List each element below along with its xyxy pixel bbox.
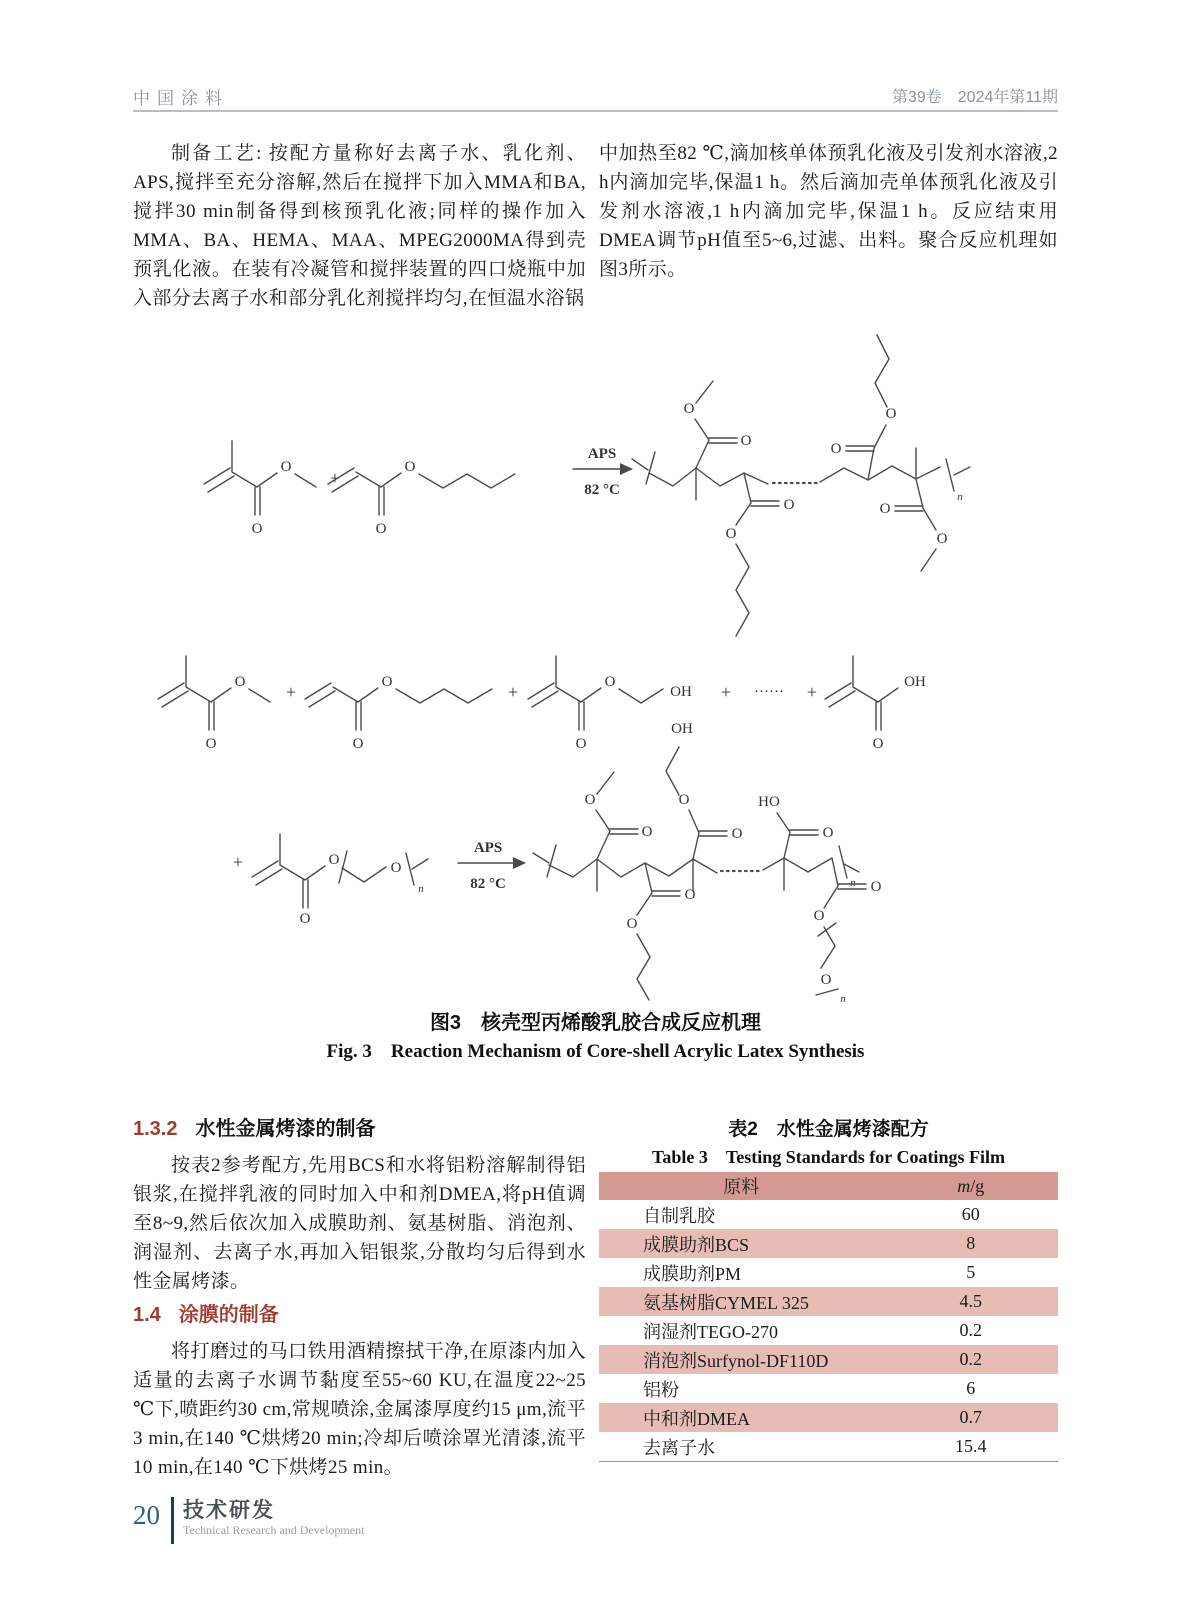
table-row: 自制乳胶 60	[643, 1204, 980, 1226]
acid-ho-label: HO	[758, 794, 780, 810]
plus-sign: +	[285, 682, 297, 702]
atom-label-o: O	[584, 792, 596, 808]
repeat-subscript-n: n	[418, 883, 424, 895]
section-title: 水性金属烤漆的制备	[195, 1118, 376, 1140]
paragraph-film-prep: 将打磨过的马口铁用酒精擦拭干净,在原漆内加入适量的去离子水调节黏度至55~60 KU,在温度22~25 ℃下,喷距约30 cm,常规喷涂,金属漆厚度约15 μm,流平3 min,在140 ℃烘烤20 min;冷却后喷涂罩光清漆,流平10 min,在140 ℃下烘烤25 min。	[133, 1341, 586, 1478]
section-number: 1.3.2	[133, 1118, 178, 1140]
table-row: 氨基树脂CYMEL 325 4.5	[599, 1287, 1058, 1316]
temperature-label: 82 °C	[584, 482, 620, 498]
atom-label-o: O	[783, 497, 795, 513]
atom-label-o: O	[830, 441, 842, 457]
temperature-label: 82 °C	[470, 876, 506, 892]
header-rule	[133, 110, 1058, 112]
atom-label-o: O	[626, 916, 638, 932]
plus-sign: +	[232, 852, 244, 872]
plus-sign: +	[507, 682, 519, 702]
ellipsis-monomers: ······	[754, 684, 784, 700]
atom-label-o: O	[641, 824, 653, 840]
atom-label-o: O	[251, 521, 263, 537]
atom-label-o: O	[870, 879, 882, 895]
atom-label-o: O	[604, 674, 616, 690]
atom-label-o: O	[381, 674, 393, 690]
atom-label-o: O	[299, 911, 311, 927]
reaction-scheme-figure	[128, 312, 1068, 1004]
paragraph-metallic-paint-prep: 按表2参考配方,先用BCS和水将铝粉溶解制得铝银浆,在搅拌乳液的同时加入中和剂DMEA,将pH值调至8~9,然后依次加入成膜助剂、氨基树脂、消泡剂、润湿剂、去离子水,再加入铝银浆,分散均匀后得到水性金属烤漆。	[133, 1155, 586, 1292]
initiator-label: APS	[587, 446, 617, 462]
journal-name: 中国涂料	[133, 89, 229, 108]
atom-label-o: O	[822, 825, 834, 841]
atom-label-o: O	[731, 826, 743, 842]
footer-section-en: Technical Research and Development	[183, 1523, 365, 1537]
table-row: 成膜助剂BCS 8	[599, 1229, 1058, 1258]
atom-label-o: O	[678, 792, 690, 808]
paragraph-prep-process-right: 中加热至82 ℃,滴加核单体预乳化液及引发剂水溶液,2 h内滴加完毕,保温1 h。然后滴加壳单体预乳化液及引发剂水溶液,1 h内滴加完毕,保温1 h。反应结束用DMEA调节pH值至5~6,过滤、出料。聚合反应机理如图3所示。	[599, 143, 1058, 280]
footer-section-cn: 技术研发	[183, 1499, 275, 1522]
reaction-arrow-row3	[458, 840, 526, 892]
mpeg2000ma-monomer	[252, 834, 428, 927]
atom-label-o: O	[936, 531, 948, 547]
atom-label-o: O	[328, 852, 340, 868]
atom-label-o: O	[280, 459, 292, 475]
atom-label-o: O	[375, 521, 387, 537]
ba-monomer-row1	[328, 459, 515, 537]
hydroxyl-label: OH	[904, 674, 926, 690]
table-title-en: Table 3 Testing Standards for Coatings Film	[652, 1147, 1005, 1167]
section-heading-14	[133, 1298, 586, 1327]
formulation-table	[599, 1172, 1058, 1462]
issue-info: 第39卷 2024年第11期	[891, 89, 1058, 106]
atom-label-o: O	[390, 860, 402, 876]
mma-monomer-row1	[204, 441, 316, 537]
table-row: 消泡剂Surfynol-DF110D 0.2	[599, 1345, 1058, 1374]
atom-label-o: O	[813, 908, 825, 924]
section-heading-132	[133, 1112, 586, 1141]
figure-caption-en: Fig. 3 Reaction Mechanism of Core-shell Acrylic Latex Synthesis	[326, 1041, 865, 1062]
figure-caption-cn: 图3 核壳型丙烯酸乳胶合成反应机理	[429, 1012, 762, 1034]
core-polymer-product	[632, 335, 970, 636]
plus-sign: +	[329, 468, 341, 488]
mma-monomer-row2	[158, 656, 270, 752]
shell-polymer-product	[533, 721, 882, 1004]
plus-sign: +	[806, 682, 818, 702]
initiator-label: APS	[473, 840, 503, 856]
table-row: 成膜助剂PM 5	[643, 1262, 976, 1284]
table-row: 去离子水 15.4	[643, 1436, 987, 1458]
atom-label-o: O	[352, 736, 364, 752]
atom-label-o: O	[820, 972, 832, 988]
atom-label-o: O	[725, 526, 737, 542]
table-row: 润湿剂TEGO-270 0.2	[643, 1320, 983, 1342]
atom-label-o: O	[205, 736, 217, 752]
reaction-arrow-row1	[573, 446, 633, 498]
atom-label-o: O	[879, 501, 891, 517]
table-title-cn: 表2 水性金属烤漆配方	[728, 1119, 929, 1140]
repeat-subscript-n: n	[850, 877, 856, 889]
column-header-mass: m/g	[884, 1172, 1058, 1200]
table-row: 中和剂DMEA 0.7	[599, 1403, 1058, 1432]
section-title: 涂膜的制备	[178, 1304, 279, 1326]
footer-divider-bar	[171, 1497, 174, 1544]
atom-label-o: O	[575, 736, 587, 752]
atom-label-o: O	[885, 406, 897, 422]
hydroxyl-label: OH	[671, 721, 693, 737]
maa-monomer	[825, 656, 926, 752]
atom-label-o: O	[683, 401, 695, 417]
hydroxyl-label: OH	[670, 684, 692, 700]
hema-monomer	[528, 656, 692, 752]
section-number: 1.4	[133, 1304, 161, 1326]
paragraph-prep-process-left: 制备工艺: 按配方量称好去离子水、乳化剂、APS,搅拌至充分溶解,然后在搅拌下加入MMA和BA,搅拌30 min制备得到核预乳化液;同样的操作加入MMA、BA、HEMA、MAA、MPEG2000MA得到壳预乳化液。在装有冷凝管和搅拌装置的四口烧瓶中加入部分去离子水和部分乳化剂搅拌均匀,在恒温水浴锅	[133, 143, 586, 309]
atom-label-o: O	[872, 736, 884, 752]
ba-monomer-row2	[305, 674, 492, 752]
table-header-row	[599, 1172, 1058, 1200]
repeat-subscript-n: n	[840, 993, 846, 1004]
page-number: 20	[133, 1500, 160, 1530]
atom-label-o: O	[234, 674, 246, 690]
table-row: 铝粉 6	[643, 1378, 976, 1400]
repeat-subscript-n: n	[957, 491, 963, 503]
column-header-material: 原料	[599, 1172, 884, 1200]
atom-label-o: O	[684, 887, 696, 903]
plus-sign: +	[720, 682, 732, 702]
atom-label-o: O	[404, 459, 416, 475]
atom-label-o: O	[740, 433, 752, 449]
